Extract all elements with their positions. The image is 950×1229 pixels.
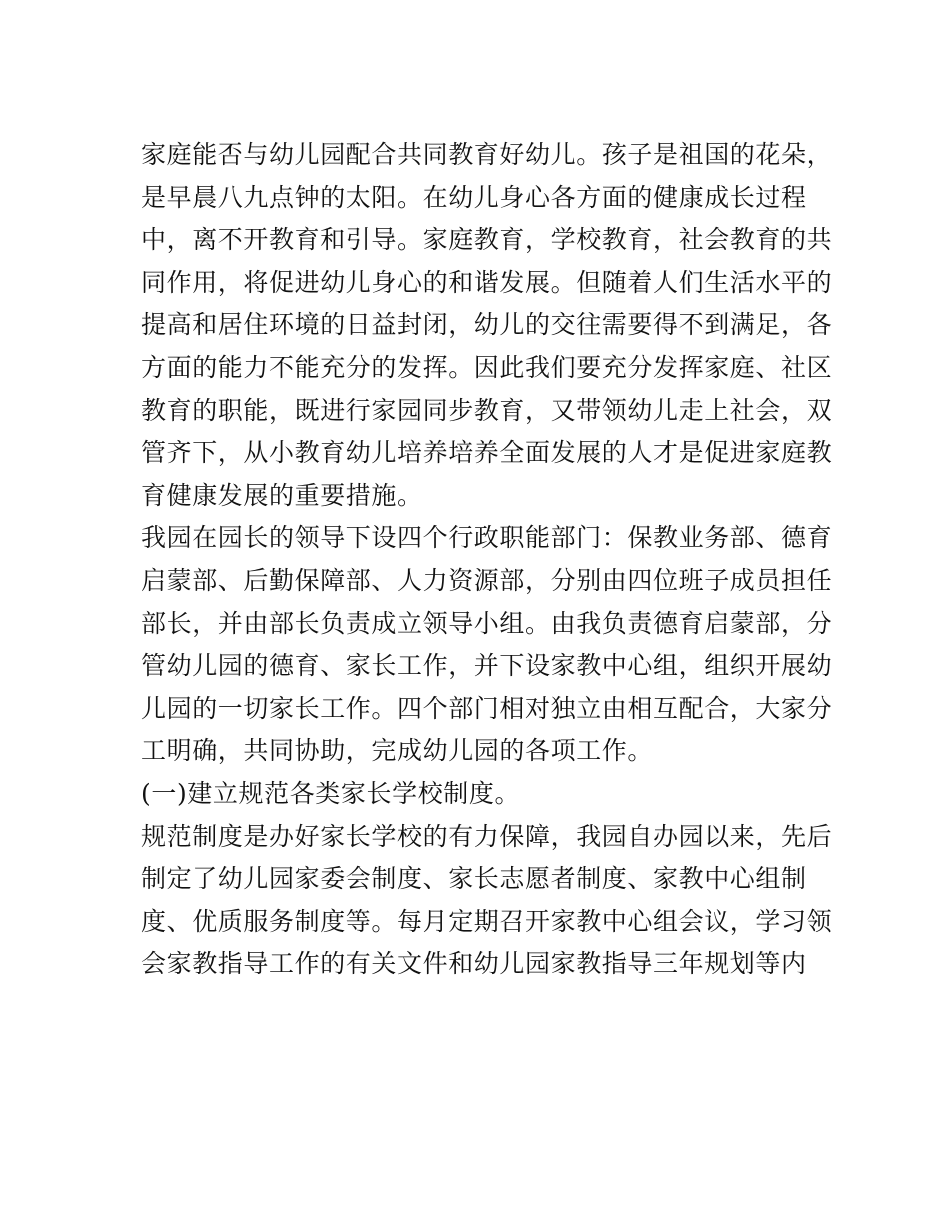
text-line: 儿园的一切家长工作。四个部门相对独立由相互配合，大家分 [141,693,833,723]
text-line: 制定了幼儿园家委会制度、家长志愿者制度、家教中心组制 [141,864,807,894]
text-line: 管幼儿园的德育、家长工作，并下设家教中心组，组织开展幼 [141,651,833,681]
text-line: 是早晨八九点钟的太阳。在幼儿身心各方面的健康成长过程 [141,182,807,212]
text-line: 会家教指导工作的有关文件和幼儿园家教指导三年规划等内 [141,949,807,979]
text-line: 提高和居住环境的日益封闭，幼儿的交往需要得不到满足，各 [141,310,833,340]
text-line: 中，离不开教育和引导。家庭教育，学校教育，社会教育的共 [141,225,833,255]
text-line: 规范制度是办好家长学校的有力保障，我园自办园以来，先后 [141,821,833,851]
text-line: 部长，并由部长负责成立领导小组。由我负责德育启蒙部，分 [141,608,833,638]
text-line: 启蒙部、后勤保障部、人力资源部，分别由四位班子成员担任 [141,565,833,595]
text-line: 教育的职能，既进行家园同步教育，又带领幼儿走上社会，双 [141,395,833,425]
section-heading: (一)建立规范各类家长学校制度。 [141,778,521,808]
text-line: 度、优质服务制度等。每月定期召开家教中心组会议，学习领 [141,906,833,936]
body-text [141,134,833,986]
text-line: 方面的能力不能充分的发挥。因此我们要充分发挥家庭、社区 [141,352,833,382]
text-line: 工明确，共同协助，完成幼儿园的各项工作。 [141,736,654,766]
text-line: 同作用，将促进幼儿身心的和谐发展。但随着人们生活水平的 [141,267,833,297]
text-line: 我园在园长的领导下设四个行政职能部门：保教业务部、德育 [141,523,833,553]
text-line: 管齐下，从小教育幼儿培养培养全面发展的人才是促进家庭教 [141,438,833,468]
text-line: 育健康发展的重要措施。 [141,480,423,510]
text-line: 家庭能否与幼儿园配合共同教育好幼儿。孩子是祖国的花朵， [141,140,833,169]
